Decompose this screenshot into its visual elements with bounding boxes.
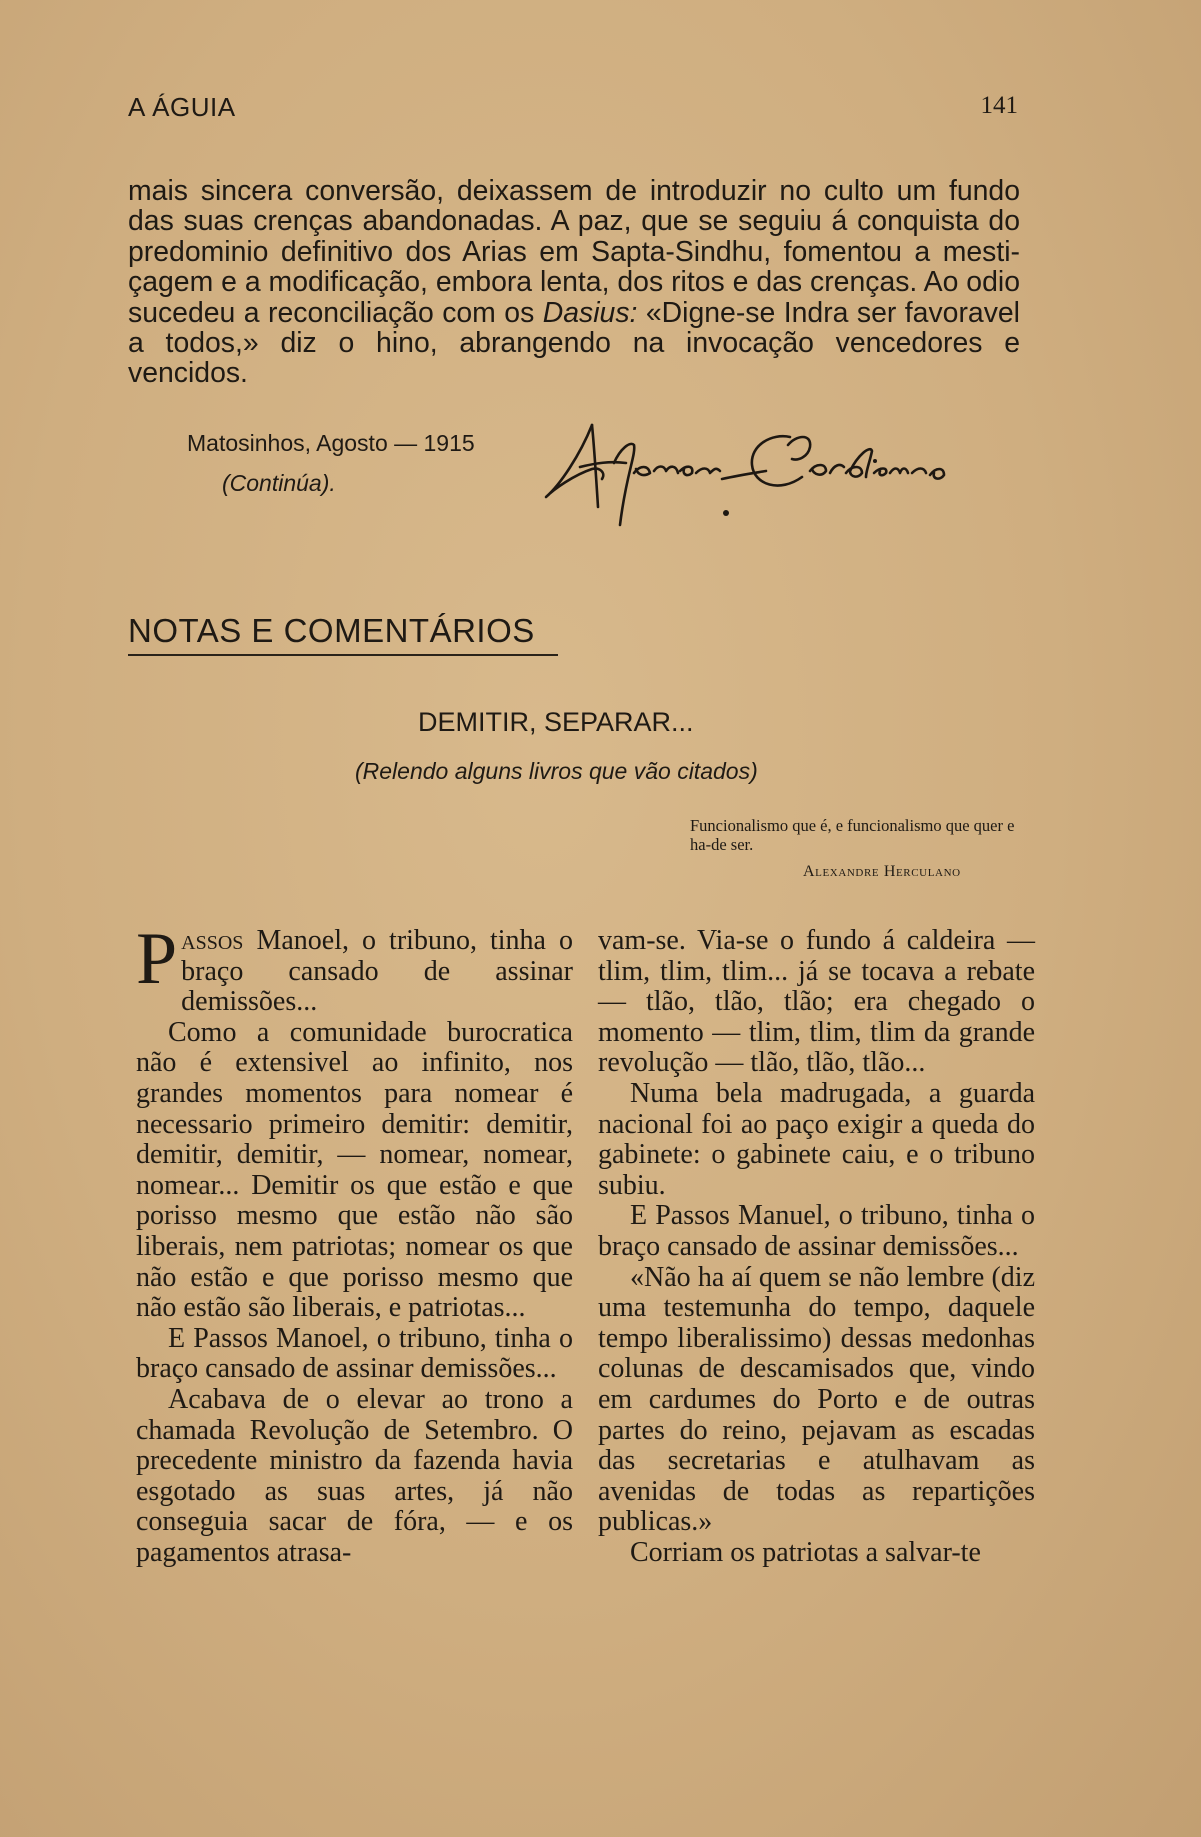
running-title: A ÁGUIA	[128, 92, 236, 122]
intro-text-italic: Dasius:	[542, 296, 638, 329]
intro-text-part2: «Digne-se Indra ser favoravel a todos,» diz o hino, abrangendo na invocação vencedores e vencidos.	[128, 296, 1020, 390]
epigraph-author: Alexandre Herculano	[803, 863, 961, 880]
right-paragraph-5: Corriam os patriotas a salvar-te	[630, 1536, 981, 1568]
section-heading: NOTAS E COMENTÁRIOS	[128, 612, 535, 649]
place-date: Matosinhos, Agosto — 1915	[187, 430, 475, 456]
article-title: DEMITIR, SEPARAR...	[418, 707, 694, 737]
epigraph-quote: Funcionalismo que é, e funcionalismo que quer e ha-de ser.	[690, 816, 1015, 854]
intro-paragraph	[128, 176, 1020, 389]
left-column	[136, 918, 573, 1568]
section-rule	[128, 654, 558, 656]
page-header	[128, 92, 1018, 128]
left-paragraph-2: Como a comunidade burocratica não é extensivel ao infinito, nos grandes momentos para nomear é necessario primeiro demitir: demitir, demitir, demitir, — nomear, nomear, nomear... Demitir os que estão e que porisso mesmo que estão não são liberais, nem patriotas; nomear os que não estão e que porisso mesmo que não estão são liberais, e patriotas...	[136, 1016, 573, 1324]
right-paragraph-3: E Passos Manuel, o tribuno, tinha o braço cansado de assinar demissões...	[598, 1200, 1035, 1262]
drop-cap: P	[136, 918, 178, 1000]
left-p1-smallcaps: assos	[181, 925, 244, 956]
right-column	[598, 926, 1035, 1568]
right-paragraph-1: vam-se. Via-se o fundo á caldeira — tlim, tlim, tlim... já se tocava a rebate — tlão, tlão, tlão; era chegado o momento — tlim, tlim, tlim da grande revolução — tlão, tlão, tlão...	[598, 925, 1035, 1079]
intro-text-part1: mais sincera conversão, deixassem de introduzir no culto um fundo das suas crenças abandonadas. A paz, que se seguiu á conquista do predominio definitivo dos Arias em Sapta-Sindhu, fomentou a mestiçagem e a modificação, embora lenta, dos ritos e das crenças. Ao odio sucedeu a reconciliação com os	[128, 175, 1020, 329]
page-number: 141	[980, 92, 1018, 119]
right-paragraph-4: «Não ha aí quem se não lembre (diz uma testemunha do tempo, daquele tempo liberalissimo) dessas medonhas colunas de descamisados que, vindo em cardumes do Porto e de outras partes do reino, pejavam as escadas das secretarias e atulhavam as avenidas de todas as repartições publicas.»	[598, 1261, 1035, 1538]
signature-image	[540, 415, 1010, 535]
right-paragraph-2: Numa bela madrugada, a guarda nacional foi ao paço exigir a queda do gabinete: o gabinete caiu, e o tribuno subiu.	[598, 1077, 1035, 1201]
left-paragraph-1	[136, 918, 573, 1018]
continua-note: (Continúa).	[222, 470, 336, 496]
article-subtitle: (Relendo alguns livros que vão citados)	[355, 758, 758, 784]
left-paragraph-3: E Passos Manoel, o tribuno, tinha o braço cansado de assinar demissões...	[136, 1322, 573, 1385]
left-p1-rest: Manoel, o tribuno, tinha o braço cansado de assinar demissões...	[181, 925, 573, 1018]
left-paragraph-4: Acabava de o elevar ao trono a chamada Revolução de Setembro. O precedente ministro da fazenda havia esgotado as suas artes, já não conseguia sacar de fóra, — e os pagamentos atrasa-	[136, 1383, 573, 1568]
